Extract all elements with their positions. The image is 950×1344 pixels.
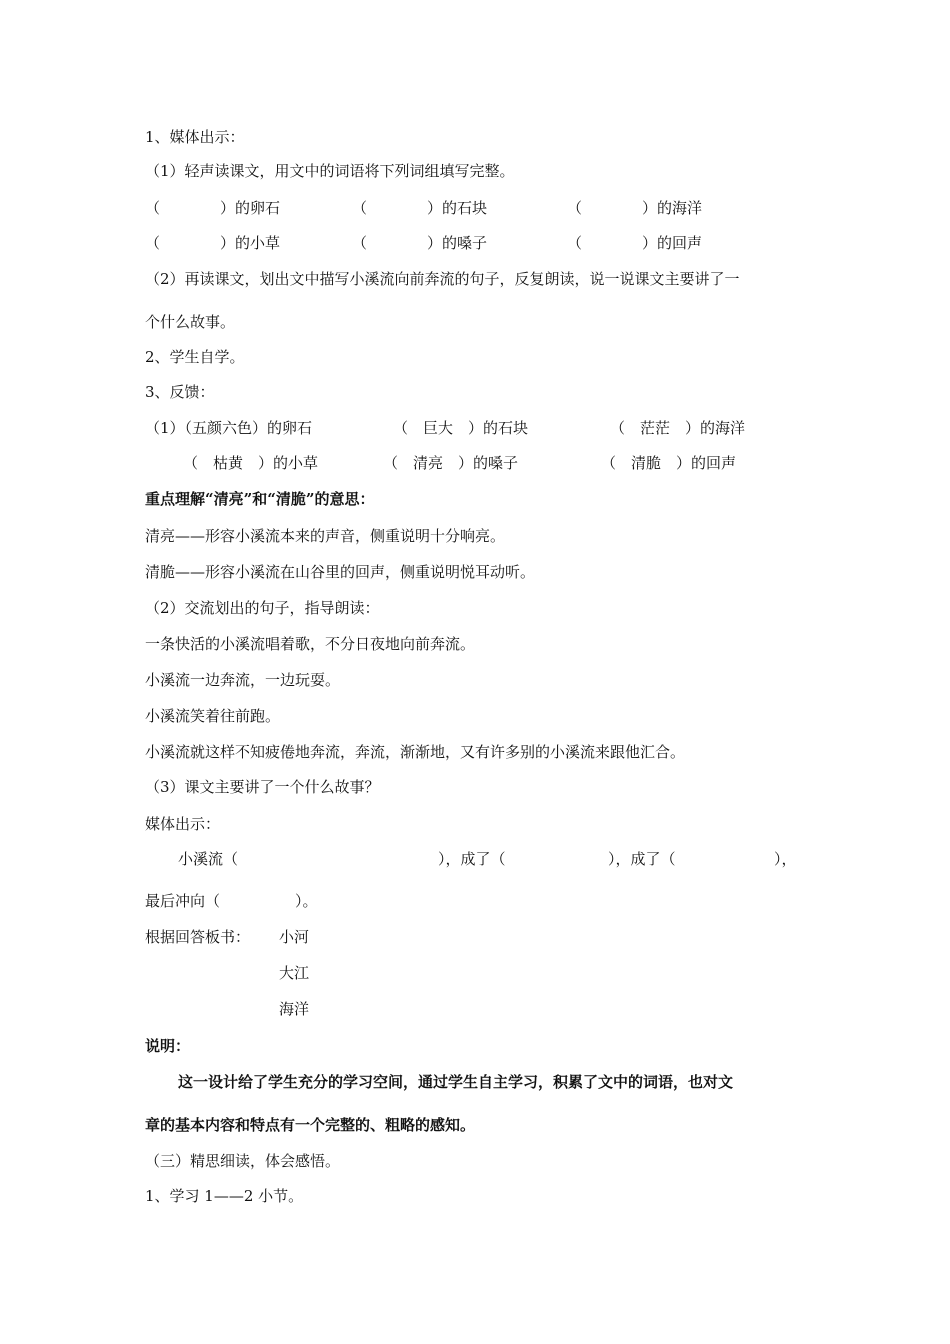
task-2-instruction: （2）再读课文，划出文中描写小溪流向前奔流的句子，反复朗读，说一说课文主要讲了一 xyxy=(145,270,740,288)
story-blank-mid2: ），成了（ xyxy=(608,850,676,868)
answer-echo: （ 清脆 ）的回声 xyxy=(601,454,737,472)
story-question: （3）课文主要讲了一个什么故事？ xyxy=(145,778,380,796)
answer-grass: （ 枯黄 ）的小草 xyxy=(183,454,319,472)
task-1-instruction: （1）轻声读课文，用文中的词语将下列词组填写完整。 xyxy=(145,162,515,180)
section-3-heading: （三）精思细读，体会感悟。 xyxy=(145,1152,341,1170)
definition-qingcui: 清脆——形容小溪流在山谷里的回声，侧重说明悦耳动听。 xyxy=(145,563,536,581)
focus-heading: 重点理解“清亮”和“清脆”的意思： xyxy=(145,490,375,508)
fill-blank-rock: （ ）的石块 xyxy=(352,199,488,217)
answer-rock: （ 巨大 ）的石块 xyxy=(393,419,529,437)
note-paragraph-line1: 这一设计给了学生充分的学习空间，通过学生自主学习，积累了文中的词语，也对文 xyxy=(178,1073,734,1091)
fill-blank-echo: （ ）的回声 xyxy=(567,234,703,252)
item-1-media: 1、媒体出示： xyxy=(145,128,245,146)
answer-voice: （ 清亮 ）的嗓子 xyxy=(383,454,519,472)
item-1-study-stanzas: 1、学习 1——2 小节。 xyxy=(145,1187,304,1205)
story-blank-start: 小溪流（ xyxy=(178,850,239,868)
sentence-1: 一条快活的小溪流唱着歌，不分日夜地向前奔流。 xyxy=(145,635,476,653)
fill-blank-voice: （ ）的嗓子 xyxy=(352,234,488,252)
sentence-4: 小溪流就这样不知疲倦地奔流，奔流，渐渐地，又有许多别的小溪流来跟他汇合。 xyxy=(145,743,686,761)
discussion-instruction: （2）交流划出的句子，指导朗读： xyxy=(145,599,380,617)
task-2-instruction-cont: 个什么故事。 xyxy=(145,313,236,331)
fill-blank-ocean: （ ）的海洋 xyxy=(567,199,703,217)
item-2-self-study: 2、学生自学。 xyxy=(145,348,245,366)
definition-qingliang: 清亮——形容小溪流本来的声音，侧重说明十分响亮。 xyxy=(145,527,506,545)
fill-blank-grass: （ ）的小草 xyxy=(145,234,281,252)
story-blank-end: ）， xyxy=(774,850,797,868)
story-blank-mid1: ），成了（ xyxy=(438,850,506,868)
fill-blank-pebble: （ ）的卵石 xyxy=(145,199,281,217)
board-item-river: 小河 xyxy=(279,928,310,946)
board-item-big-river: 大江 xyxy=(279,964,310,982)
story-final: 最后冲向（ ）。 xyxy=(145,892,318,910)
board-label: 根据回答板书： xyxy=(145,928,251,946)
media-show-2: 媒体出示： xyxy=(145,815,221,833)
answer-ocean: （ 茫茫 ）的海洋 xyxy=(610,419,746,437)
sentence-2: 小溪流一边奔流，一边玩耍。 xyxy=(145,671,341,689)
note-title: 说明： xyxy=(145,1037,191,1055)
board-item-ocean: 海洋 xyxy=(279,1000,310,1018)
sentence-3: 小溪流笑着往前跑。 xyxy=(145,707,281,725)
item-3-feedback: 3、反馈： xyxy=(145,383,215,401)
answer-pebble: （1）（五颜六色）的卵石 xyxy=(145,419,313,437)
note-paragraph-line2: 章的基本内容和特点有一个完整的、粗略的感知。 xyxy=(145,1116,476,1134)
